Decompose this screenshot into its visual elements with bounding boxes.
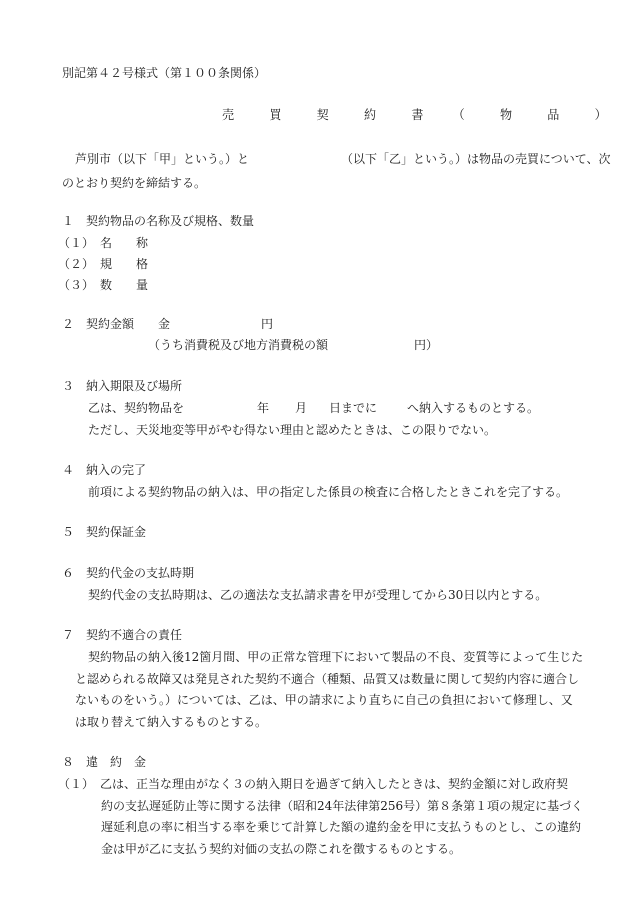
intro-line-1-a: 芦別市（以下「甲」という。）と [75,152,250,166]
document-title: 売 買 契 約 書 （ 物 品 ） [222,107,619,122]
section-2-tax-yen: 円） [414,338,439,352]
section-8-item-1-a: （１） 乙は、正当な理由がなく３の納入期日を過ぎて納入したときは、契約金額に対し政府契 [58,777,569,791]
intro-line-1-b: （以下「乙」という。）は物品の売買について、次 [341,152,611,166]
section-7-body-1: 契約物品の納入後12箇月間、甲の正常な管理下において製品の不良、変質等によって生じた [88,650,584,664]
section-2-tax: （うち消費税及び地方消費税の額 [148,338,329,352]
section-3-month: 月 [295,401,308,415]
section-1-item-spec: （２） 規 格 [58,257,149,271]
section-1-item-name: （１） 名 称 [58,236,149,250]
section-3-heading: ３ 納入期限及び場所 [62,379,183,393]
section-4-body: 前項による契約物品の納入は、甲の指定した係員の検査に合格したときこれを完了する。 [88,485,569,499]
section-7-body-3: ないものをいう。）については、乙は、甲の請求により直ちに自己の負担において修理し、又 [75,693,573,707]
section-3-body-e: へ納入するものとする。 [407,401,540,415]
section-1-item-quantity: （３） 数 量 [58,278,149,292]
section-6-heading: ６ 契約代金の支払時期 [62,566,195,580]
section-3-body-a: 乙は、契約物品を [88,401,185,415]
intro-line-2: のとおり契約を締結する。 [62,176,207,190]
section-3-body-2: ただし、天災地変等甲がやむ得ない理由と認めたときは、この限りでない。 [88,423,497,437]
section-8-item-1-c: 遅延利息の率に相当する率を乗じて計算した額の違約金を甲に支払うものとし、この違約 [101,820,582,834]
section-3-year: 年 [257,401,270,415]
section-6-body: 契約代金の支払時期は、乙の適法な支払請求書を甲が受理してから30日以内とする。 [88,588,548,602]
section-1-heading: １ 契約物品の名称及び規格、数量 [62,214,255,228]
form-label: 別記第４２号様式（第１００条関係） [62,66,267,80]
section-4-heading: ４ 納入の完了 [62,463,147,477]
section-2-yen: 円 [261,317,274,331]
section-5-heading: ５ 契約保証金 [62,525,147,539]
section-8-item-1-b: 約の支払遅延防止等に関する法律（昭和24年法律第256号）第８条第１項の規定に基づく [101,799,584,813]
section-3-day: 日までに [329,401,378,415]
section-7-body-2: と認められる故障又は発見された契約不適合（種類、品質又は数量に関して契約内容に適合し [75,672,580,686]
section-2-heading: ２ 契約金額 金 [62,317,171,331]
section-7-body-4: は取り替えて納入するものとする。 [75,715,268,729]
section-8-heading: ８ 違 約 金 [62,755,147,769]
section-8-item-1-d: 金は甲が乙に支払う契約対価の支払の際これを徴するものとする。 [101,842,462,856]
section-7-heading: ７ 契約不適合の責任 [62,628,183,642]
